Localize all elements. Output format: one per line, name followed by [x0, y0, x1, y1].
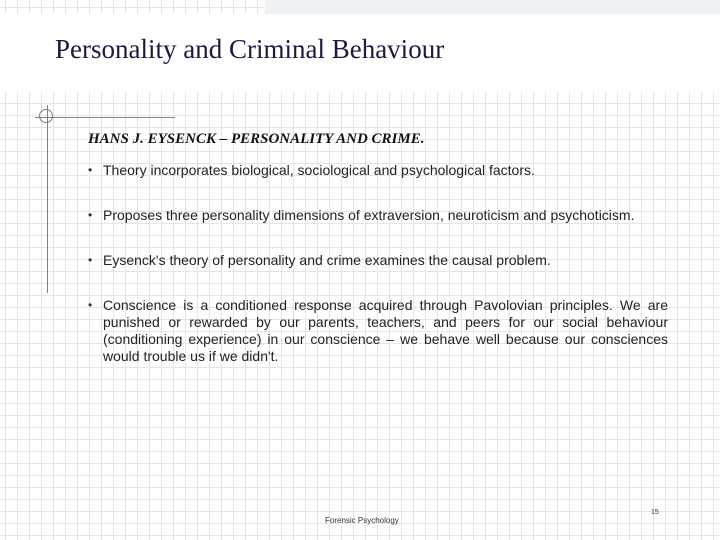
- bullet-item: [88, 207, 668, 224]
- decor-circle-icon: [39, 109, 53, 123]
- bullet-text: Theory incorporates biological, sociological and psychological factors.: [103, 162, 535, 178]
- top-decor-strip: [265, 0, 720, 14]
- bullet-text: Proposes three personality dimensions of extraversion, neuroticism and psychoticism.: [103, 207, 635, 223]
- bullet-text: Eysenck's theory of personality and crime examines the causal problem.: [103, 252, 551, 268]
- slide-content: [88, 131, 668, 365]
- bullet-item: [88, 297, 668, 365]
- bullet-icon: •: [88, 208, 93, 222]
- page-number: 15: [651, 509, 659, 516]
- slide-subtitle: HANS J. EYSENCK – PERSONALITY AND CRIME.: [88, 131, 425, 147]
- bullet-icon: •: [88, 163, 93, 177]
- decor-vertical-rule: [47, 105, 48, 293]
- bullet-icon: •: [88, 298, 93, 312]
- bullet-item: [88, 252, 668, 269]
- bullet-item: [88, 162, 668, 179]
- decor-horizontal-rule: [35, 117, 175, 118]
- bullet-list: [88, 162, 668, 365]
- footer-text: Forensic Psychology: [325, 516, 399, 525]
- slide-title: Personality and Criminal Behaviour: [55, 34, 445, 64]
- bullet-text: Conscience is a conditioned response acquired through Pavolovian principles. We are punished or rewarded by our parents, teachers, and peers for our social behaviour (conditioning experience) in our conscience – we behave well because our consciences would trouble us if we didn't.: [103, 297, 668, 364]
- bullet-icon: •: [88, 253, 93, 267]
